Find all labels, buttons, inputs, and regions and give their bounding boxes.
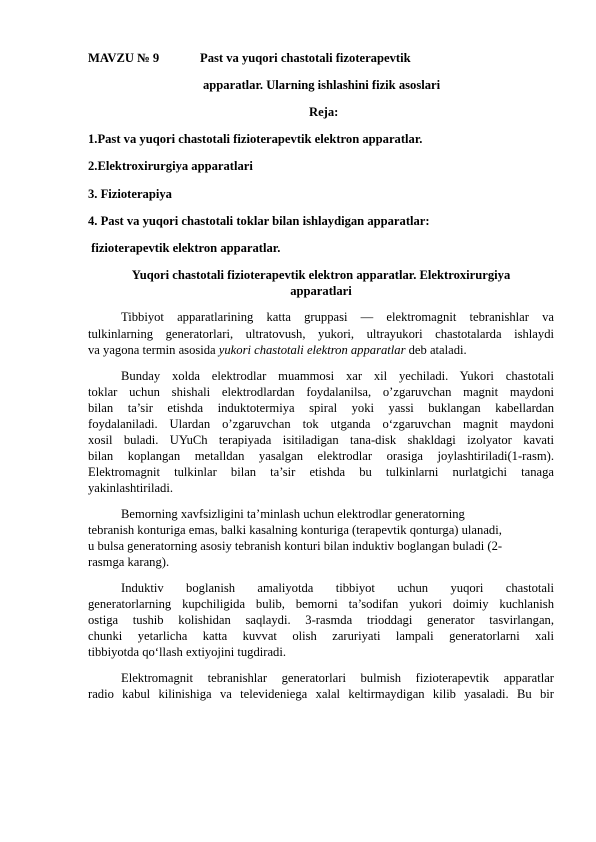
paragraph-line: Elektromagnit tebranishlar generatorlari bulmish fizioterapevtik apparatlar: [121, 671, 554, 685]
plan-label: Reja:: [309, 105, 339, 119]
title-line-1: Past va yuqori chastotali fizoterapevtik: [200, 51, 411, 65]
section-heading-cont: apparatlari: [290, 284, 352, 298]
title-line-2: apparatlar. Ularning ishlashini fizik asoslari: [203, 78, 441, 92]
paragraph-text: deb ataladi.: [405, 343, 467, 357]
paragraph-line: tebranish konturiga emas, balki kasalning konturiga (terapevtik qonturga) ulanadi,: [88, 523, 502, 537]
paragraph-line: bilan ta’sir etishda induktotermiya spiral yoki yassi buklangan kabellardan: [88, 401, 554, 415]
paragraph-line: chunki yetarlicha katta kuvvat olish zaruriyati lampali generatorlarni xali: [88, 629, 554, 643]
paragraph-line: xosil buladi. UYuCh terapiyada isitiladigan tana-disk shakldagi izolyator kavati: [88, 433, 554, 447]
paragraph-line: Elektromagnit tulkinlar bilan ta’sir etishda bu tulkinlarni nurlatgichi tanaga: [88, 465, 554, 479]
section-heading: Yuqori chastotali fizioterapevtik elektron apparatlar. Elektroxirurgiya: [131, 268, 511, 282]
plan-item: 1.Past va yuqori chastotali fizioterapevtik elektron apparatlar.: [88, 132, 423, 146]
paragraph-line: [88, 342, 467, 358]
plan-item: fizioterapevtik elektron apparatlar.: [88, 241, 281, 255]
emphasized-term: yukori chastotali elektron apparatlar: [218, 343, 406, 357]
paragraph-line: Induktiv boglanish amaliyotda tibbiyot uchun yuqori chastotali: [121, 581, 554, 595]
paragraph-line: Bemorning xavfsizligini ta’minlash uchun elektrodlar generatorning: [121, 507, 465, 521]
paragraph-line: radio kabul kilinishiga va televideniega xalal keltirmaydigan kilib yasaladi. Bu bir: [88, 687, 554, 701]
paragraph-line: generatorlarning kupchiligida bulib, bemorni ta’sodifan yukori doimiy kuchlanish: [88, 597, 554, 611]
topic-label: MAVZU № 9: [88, 51, 160, 65]
plan-item: 4. Past va yuqori chastotali toklar bilan ishlaydigan apparatlar:: [88, 214, 430, 228]
paragraph-line: Tibbiyot apparatlarining katta gruppasi — elektromagnit tebranishlar va: [121, 310, 554, 324]
paragraph-line: Bunday xolda elektrodlar muammosi xar xil yechiladi. Yukori chastotali: [121, 369, 554, 383]
paragraph-line: toklar uchun shishali elektrodlardan foydalanilsa, o’zgaruvchan magnit maydoni: [88, 385, 554, 399]
paragraph-line: tulkinlarning generatorlari, ultratovush, yukori, ultrayukori chastotalarda ishlaydi: [88, 327, 554, 341]
plan-item: 3. Fizioterapiya: [88, 187, 172, 201]
paragraph-line: tibbiyotda qo‘llash extiyojini tugdiradi.: [88, 645, 286, 659]
paragraph-line: rasmga karang).: [88, 555, 170, 569]
paragraph-line: ostiga tushib kolishidan saqlaydi. 3-rasmda trioddagi generator tasvirlangan,: [88, 613, 554, 627]
paragraph-line: foydalaniladi. Ulardan o’zgaruvchan tok utganda o‘zgaruvchan magnit maydoni: [88, 417, 554, 431]
plan-item: 2.Elektroxirurgiya apparatlari: [88, 159, 253, 173]
paragraph-text: va yagona termin asosida: [88, 343, 219, 357]
paragraph-line: bilan koplangan metalldan yasalgan elektrodlar orasiga joylashtiriladi(1-rasm).: [88, 449, 554, 463]
paragraph-line: yakinlashtiriladi.: [88, 481, 173, 495]
paragraph-line: u bulsa generatorning asosiy tebranish konturi bilan induktiv boglangan buladi (2-: [88, 539, 503, 553]
